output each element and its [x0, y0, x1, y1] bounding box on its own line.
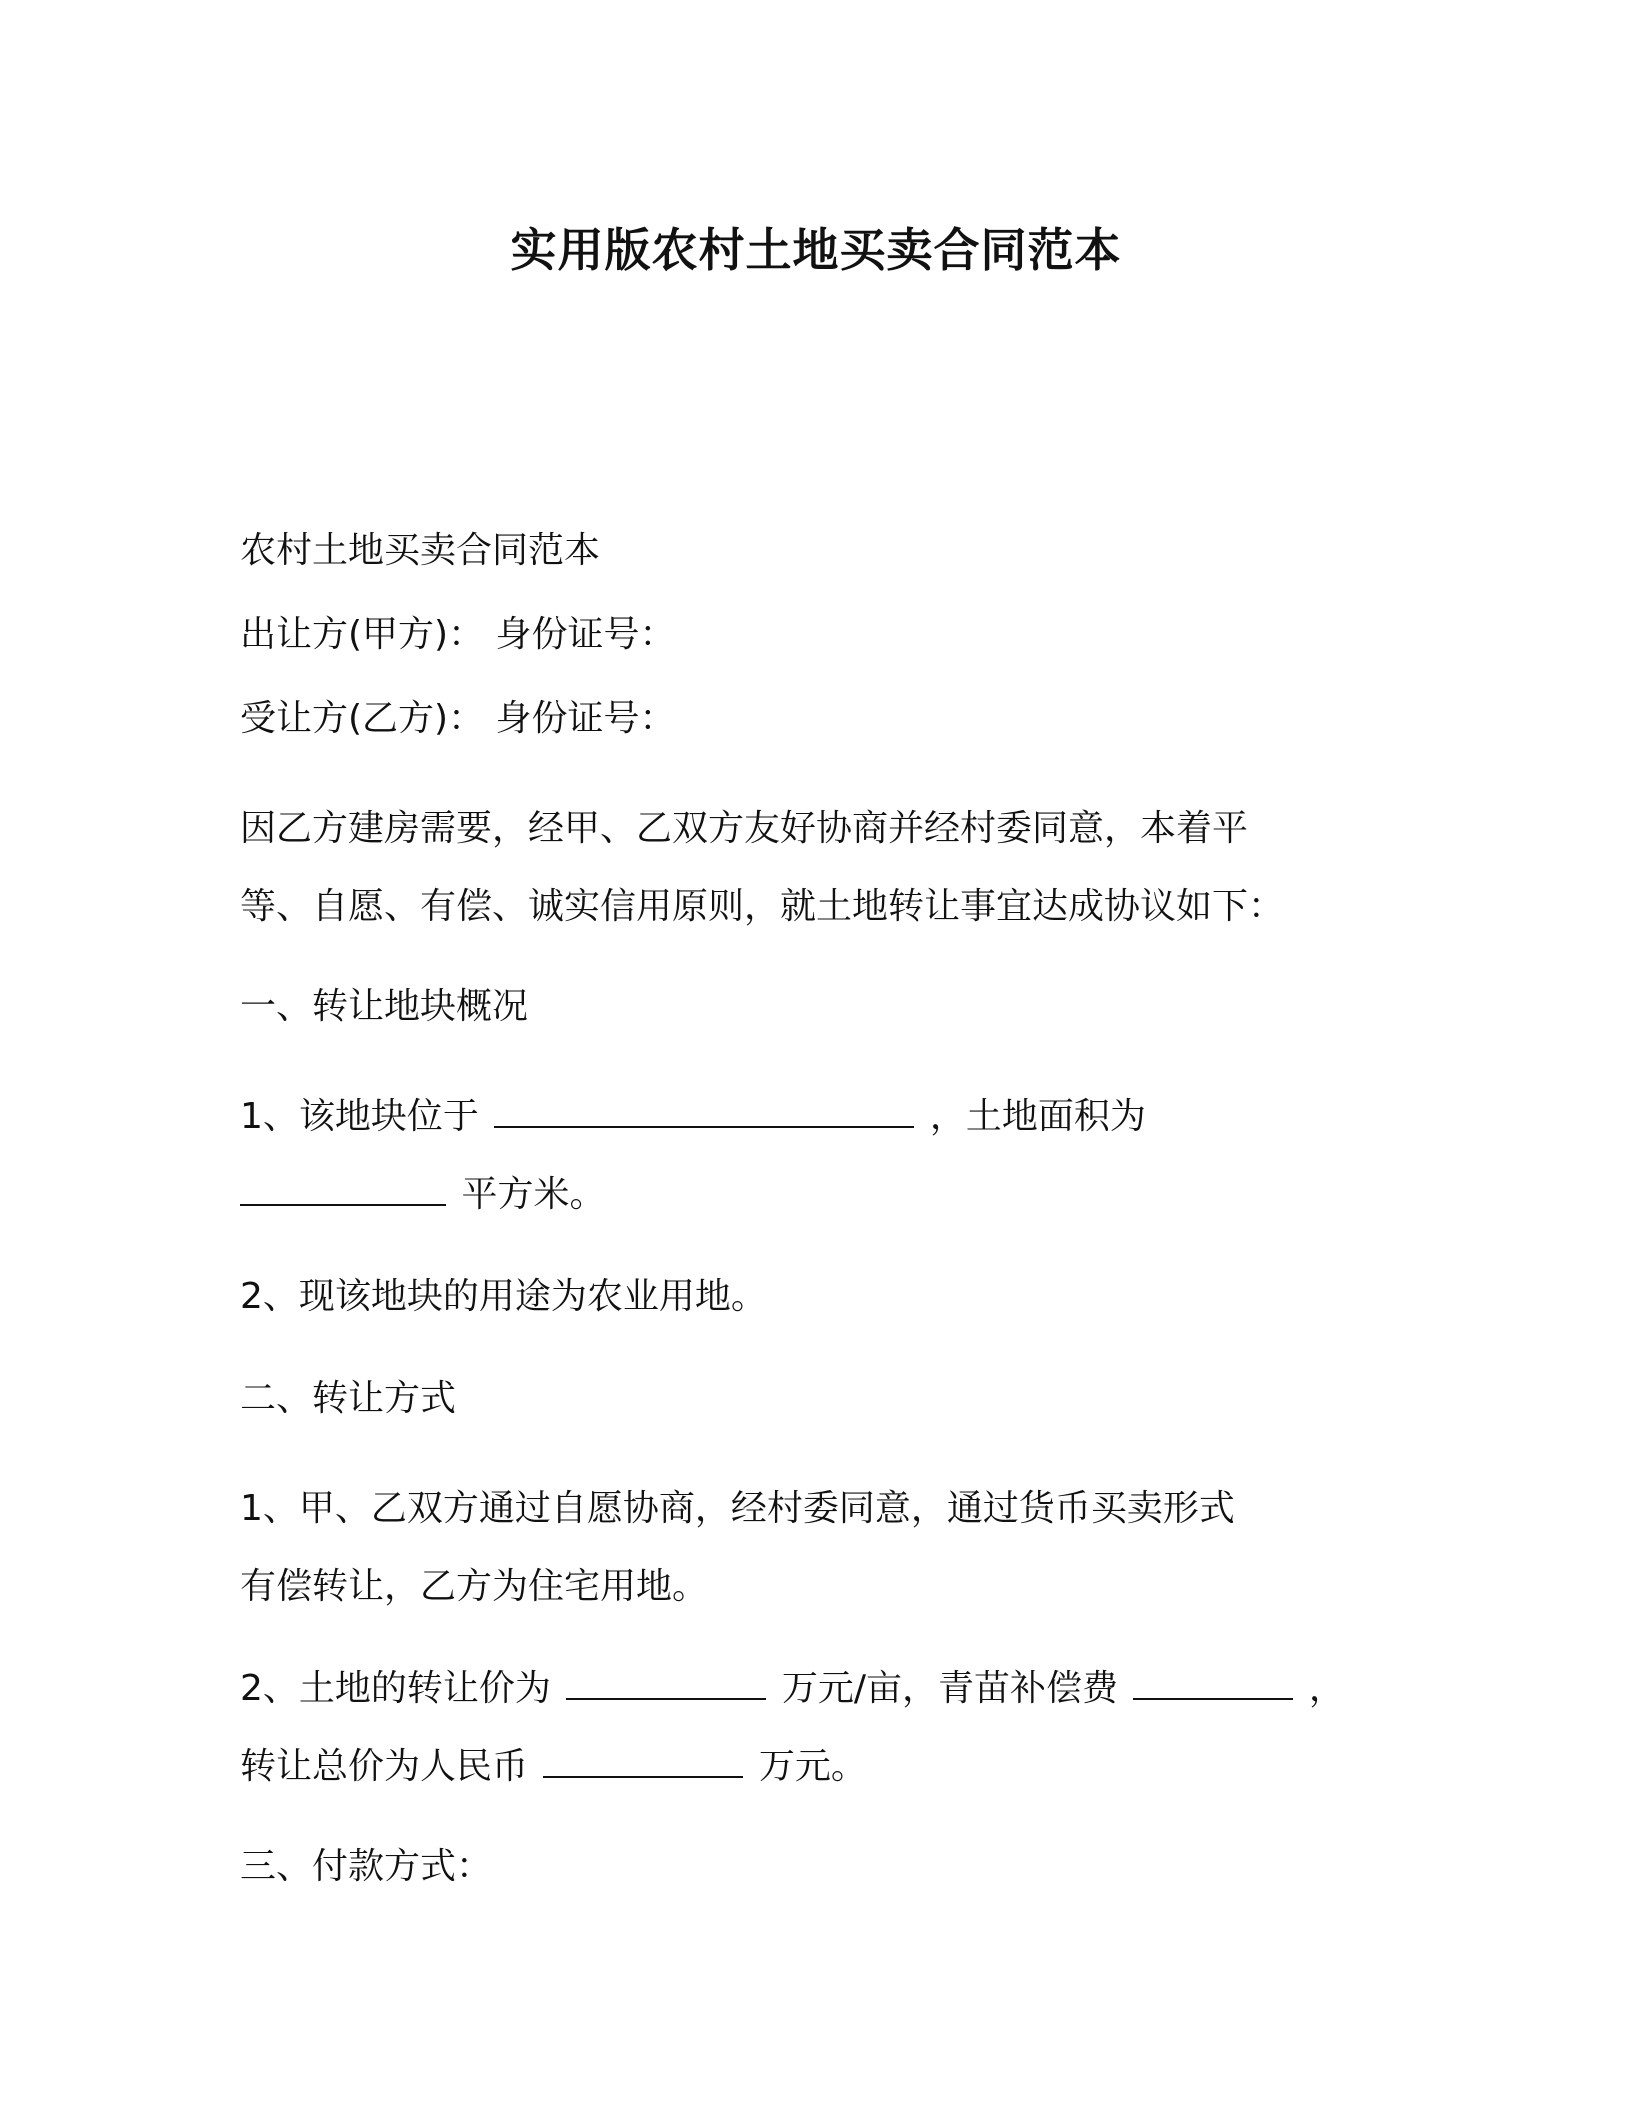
- section-3-heading-text: 三、付款方式：: [240, 1846, 493, 1887]
- section-1-item-2: [240, 1258, 1400, 1336]
- intro-line-2: [240, 868, 1400, 946]
- s2-item2-prefix: 2、土地的转让价为: [240, 1668, 551, 1709]
- s1-item2-text: 2、现该地块的用途为农业用地。: [240, 1276, 767, 1317]
- section-2-item-2-line-2: [240, 1728, 1400, 1806]
- section-1-heading: [240, 968, 1400, 1046]
- section-1-item-1-line-1: [240, 1078, 1400, 1156]
- party-a-label: 出让方(甲方)：: [240, 614, 485, 655]
- section-2-heading-text: 二、转让方式: [240, 1378, 457, 1419]
- s1-item1-prefix: 1、该地块位于: [240, 1096, 479, 1137]
- s1-item1-middle: ，土地面积为: [929, 1096, 1146, 1137]
- s2-item2-comma: ，: [1308, 1668, 1345, 1709]
- party-b-label: 受让方(乙方)：: [240, 698, 485, 739]
- s2-item1-line1-text: 1、甲、乙双方通过自愿协商，经村委同意，通过货币买卖形式: [240, 1488, 1235, 1529]
- intro-text-1: 因乙方建房需要，经甲、乙双方友好协商并经村委同意，本着平: [240, 808, 1249, 849]
- compensation-blank: [1133, 1668, 1293, 1700]
- section-2-heading: [240, 1360, 1400, 1438]
- s2-item1-line2-text: 有偿转让，乙方为住宅用地。: [240, 1566, 709, 1607]
- section-2-item-1-line-2: [240, 1548, 1400, 1626]
- party-a-line: [240, 596, 1400, 674]
- document-subtitle-text: 农村土地买卖合同范本: [240, 530, 601, 571]
- section-2-item-1-line-1: [240, 1470, 1400, 1548]
- section-1-item-1-line-2: [240, 1156, 1400, 1234]
- s1-item1-suffix: 平方米。: [461, 1174, 606, 1215]
- s2-item2-unit: 万元/亩，青苗补偿费: [781, 1668, 1118, 1709]
- location-blank: [494, 1096, 914, 1128]
- section-1-heading-text: 一、转让地块概况: [240, 986, 529, 1027]
- party-a-id-label: 身份证号：: [495, 614, 676, 655]
- total-price-blank: [543, 1746, 743, 1778]
- intro-text-2: 等、自愿、有偿、诚实信用原则，就土地转让事宜达成协议如下：: [240, 886, 1285, 927]
- s2-item2-line2-suffix: 万元。: [758, 1746, 867, 1787]
- intro-line-1: [240, 790, 1400, 868]
- s2-item2-line2-prefix: 转让总价为人民币: [240, 1746, 529, 1787]
- document-subtitle: [240, 512, 1400, 590]
- party-b-id-label: 身份证号：: [495, 698, 676, 739]
- area-blank: [240, 1174, 446, 1206]
- section-3-heading: [240, 1828, 1400, 1906]
- section-2-item-2-line-1: [240, 1650, 1400, 1728]
- price-per-mu-blank: [566, 1668, 766, 1700]
- document-title: 实用版农村土地买卖合同范本: [510, 223, 1122, 277]
- party-b-line: [240, 680, 1400, 758]
